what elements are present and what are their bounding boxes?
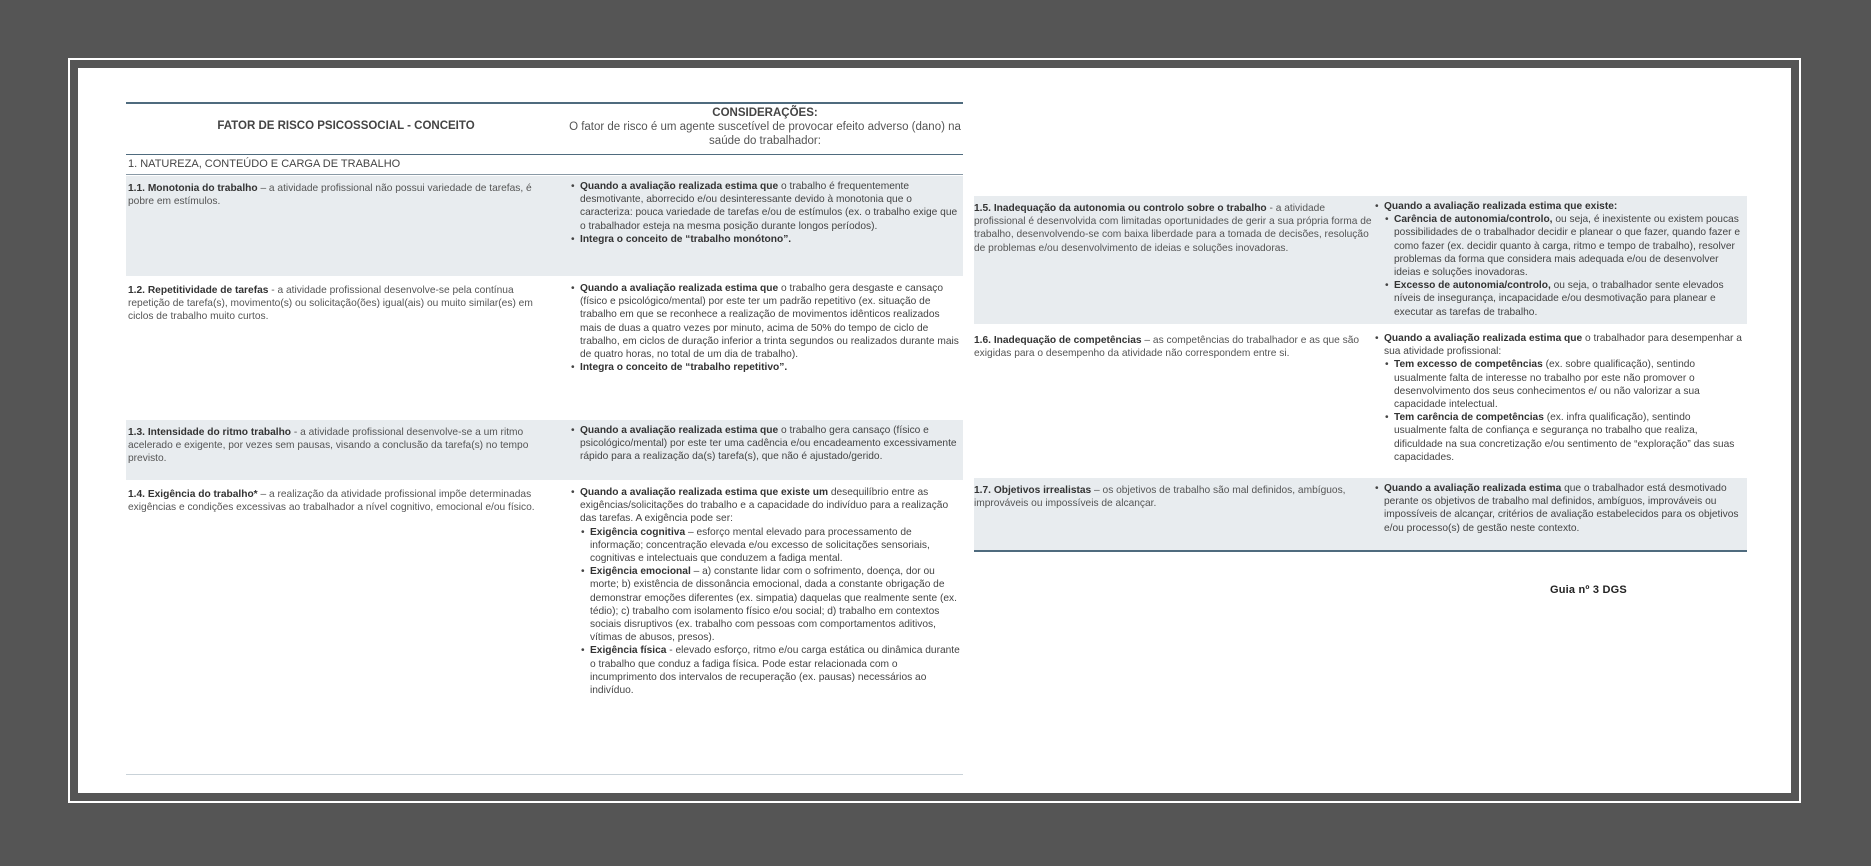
document-page <box>78 68 1791 793</box>
factor-cell <box>128 426 548 466</box>
table-row-1-5 <box>974 196 1747 324</box>
factor-title: 1.6. Inadequação de competências <box>974 335 1142 346</box>
considerations-cell <box>570 424 960 464</box>
list-item: • Quando a avaliação realizada estima que o trabalho gera desgaste e cansaço (físico e psicológico/mental) por este ter um padrão repetitivo (ex. situação de trabalho em que se reconhece a realização de movimentos idênticos realizados mais de duas a quatro vezes por minuto, acima de 50% do tempo de ciclo de trabalho, em ciclos de duração inferior a trinta segundos ou realizados durante mais de quatro horas, no total de um dia de trabalho). <box>580 282 960 361</box>
factor-cell <box>974 202 1374 255</box>
factor-title: 1.7. Objetivos irrealistas <box>974 485 1092 496</box>
table-row-1-4 <box>126 482 963 772</box>
list-item: • Integra o conceito de “trabalho repetitivo”. <box>580 361 960 374</box>
table-row-1-6 <box>974 328 1747 474</box>
sub-list-item: • Tem carência de competências (ex. infra qualificação), sentindo usualmente falta de confiança e segurança no trabalho que realiza, dificuldade na sua concretização e/ou sentimento de “exploração” das suas capacidades. <box>1394 411 1746 464</box>
considerations-cell <box>1374 200 1746 319</box>
header-col-factor: FATOR DE RISCO PSICOSSOCIAL - CONCEITO <box>217 120 475 132</box>
header-considerations-text: O fator de risco é um agente suscetível de provocar efeito adverso (dano) na saúde do trabalhador: <box>569 121 961 147</box>
considerations-cell <box>1374 482 1746 535</box>
table-row-1-7 <box>974 478 1747 552</box>
factor-title: 1.2. Repetitividade de tarefas <box>128 285 269 296</box>
list-item: • Integra o conceito de “trabalho monótono”. <box>580 233 960 246</box>
list-item: • Quando a avaliação realizada estima que existe um desequilíbrio entre as exigências/solicitações do trabalho e a capacidade do indivíduo para a realização das tarefas. A exigência pode ser: • Exigência cognitiva – esforço mental elevado para processamento de informação; concentração elevada e/ou excesso de solicitações sensoriais, cognitivas e intelectuais que conduzem a fadiga mental. • Exigência emocional – a) constante lidar com o sofrimento, doença, dor ou morte; b) existência de dissonância emocional, dada a constante obrigação de demonstrar emoções diferentes (ex. simpatia) daquelas que realmente sente (ex. tédio); c) trabalho com isolamento físico e/ou social; d) trabalho em contextos sociais disruptivos (ex. trabalho com pessoas com comportamentos aditivos, vítimas de abusos, presos). • Exigência física - elevado esforço, ritmo e/ou carga estática ou dinâmica durante o trabalho que conduz a fadiga física. Pode estar relacionada com o incumprimento dos intervalos de recuperação (ex. pausas) necessários ao indivíduo. <box>580 486 960 697</box>
list-item: • Quando a avaliação realizada estima que o trabalho é frequentemente desmotivante, aborrecido e/ou desinteressante devido à monotonia que o caracteriza: pouca variedade de tarefas e/ou de estímulos (ex. o trabalho exige que o trabalhador esteja na mesma posição durante longos períodos). <box>580 180 960 233</box>
header-col-considerations <box>568 106 962 148</box>
factor-desc: – os objetivos de trabalho são mal definidos, ambíguos, improváveis ou impossíveis de alcançar. <box>974 485 1346 510</box>
factor-title: 1.1. Monotonia do trabalho <box>128 183 258 194</box>
list-item: • Quando a avaliação realizada estima que existe: • Carência de autonomia/controlo, ou seja, é inexistente ou existem poucas possibilidades de o trabalhador decidir e planear o que fazer, quando fazer e como fazer (ex. decidir quanto à carga, ritmo e tempo de trabalho), resolver problemas da forma que considera mais adequada e/ou de desenvolver ideias e soluções inovadoras. • Excesso de autonomia/controlo, ou seja, o trabalhador sente elevados níveis de insegurança, incapacidade e/ou desmotivação para planear e executar as tarefas de trabalho. <box>1384 200 1746 319</box>
header-considerations-title: CONSIDERAÇÕES: <box>712 107 818 119</box>
table-row-1-1 <box>126 176 963 276</box>
sub-list-item: • Exigência cognitiva – esforço mental elevado para processamento de informação; concentração elevada e/ou excesso de solicitações sensoriais, cognitivas e intelectuais que conduzem a fadiga mental. <box>590 526 960 566</box>
sub-list-item: • Tem excesso de competências (ex. sobre qualificação), sentindo usualmente falta de interesse no trabalho por este não promover o desenvolvimento dos seus conhecimentos e/ ou não valorizar a sua capacidade intelectual. <box>1394 358 1746 411</box>
factor-title: 1.4. Exigência do trabalho* <box>128 489 258 500</box>
list-item: • Quando a avaliação realizada estima que o trabalho gera cansaço (físico e psicológico/mental) por este ter uma cadência e/ou encadeamento excessivamente rápido para a realização da(s) tarefa(s), que não é ajustado/gerido. <box>580 424 960 464</box>
factor-desc: - a atividade profissional é desenvolvida com limitadas oportunidades de gerir a sua própria forma de trabalho, desenvolvendo-se com baixa liberdade para a tomada de decisões, resolução de problemas e/ou desenvolvimento de ideias e soluções inovadoras. <box>974 203 1372 254</box>
table-header <box>126 102 963 155</box>
factor-desc: – a realização da atividade profissional impõe determinadas exigências e condições excessivas ao trabalhador a nível cognitivo, emocional e/ou físico. <box>128 489 535 514</box>
list-item: • Quando a avaliação realizada estima que o trabalhador para desempenhar a sua atividade profissional: • Tem excesso de competências (ex. sobre qualificação), sentindo usualmente falta de interesse no trabalho por este não promover o desenvolvimento dos seus conhecimentos e/ ou não valorizar a sua capacidade intelectual. • Tem carência de competências (ex. infra qualificação), sentindo usualmente falta de confiança e segurança no trabalho que realiza, dificuldade na sua concretização e/ou sentimento de “exploração” das suas capacidades. <box>1384 332 1746 464</box>
factor-desc: - a atividade profissional desenvolve-se a um ritmo acelerado e exigente, por vezes sem pausas, visando a conclusão da tarefa(s) no tempo previsto. <box>128 427 529 465</box>
factor-cell <box>128 488 548 514</box>
table-row-1-3 <box>126 420 963 480</box>
factor-cell <box>974 334 1374 360</box>
factor-desc: – a atividade profissional não possui variedade de tarefas, é pobre em estímulos. <box>128 183 532 208</box>
factor-title: 1.3. Intensidade do ritmo trabalho <box>128 427 292 438</box>
considerations-cell <box>570 180 960 246</box>
table-row-1-2 <box>126 278 963 418</box>
sub-list-item: • Exigência emocional – a) constante lidar com o sofrimento, doença, dor ou morte; b) existência de dissonância emocional, dada a constante obrigação de demonstrar emoções diferentes (ex. simpatia) daquelas que realmente sente (ex. tédio); c) trabalho com isolamento físico e/ou social; d) trabalho em contextos sociais disruptivos (ex. trabalho com pessoas com comportamentos aditivos, vítimas de abusos, presos). <box>590 565 960 644</box>
sub-list-item: • Exigência física - elevado esforço, ritmo e/ou carga estática ou dinâmica durante o trabalho que conduz a fadiga física. Pode estar relacionada com o incumprimento dos intervalos de recuperação (ex. pausas) necessários ao indivíduo. <box>590 644 960 697</box>
factor-desc: - a atividade profissional desenvolve-se pela contínua repetição de tarefa(s), movimento(s) ou solicitação(ões) igual(ais) ou muito similar(es) em ciclos de trabalho muito curtos. <box>128 285 533 323</box>
factor-desc: – as competências do trabalhador e as que são exigidas para o desempenho da atividade não correspondem entre si. <box>974 335 1360 360</box>
sub-list-item: • Excesso de autonomia/controlo, ou seja, o trabalhador sente elevados níveis de insegurança, incapacidade e/ou desmotivação para planear e executar as tarefas de trabalho. <box>1394 279 1746 319</box>
factor-cell <box>974 484 1374 510</box>
section-title: 1. NATUREZA, CONTEÚDO E CARGA DE TRABALHO <box>126 153 963 175</box>
factor-cell <box>128 182 548 208</box>
sub-list-item: • Carência de autonomia/controlo, ou seja, é inexistente ou existem poucas possibilidades de o trabalhador decidir e planear o que fazer, quando fazer e como fazer (ex. decidir quanto à carga, ritmo e tempo de trabalho), resolver problemas da forma que considera mais adequada e/ou de desenvolver ideias e soluções inovadoras. <box>1394 213 1746 279</box>
factor-title: 1.5. Inadequação da autonomia ou controlo sobre o trabalho <box>974 203 1267 214</box>
table-bottom-rule <box>126 774 963 775</box>
considerations-cell <box>570 486 960 697</box>
considerations-cell <box>1374 332 1746 464</box>
list-item: • Quando a avaliação realizada estima que o trabalhador está desmotivado perante os objetivos de trabalho mal definidos, ambíguos, improváveis ou impossíveis de alcançar, critérios de avaliação estabelecidos para os objetivos e/ou processo(s) de gestão neste contexto. <box>1384 482 1746 535</box>
considerations-cell <box>570 282 960 374</box>
factor-cell <box>128 284 548 324</box>
document-reference-label: Guia nº 3 DGS <box>1550 584 1627 596</box>
